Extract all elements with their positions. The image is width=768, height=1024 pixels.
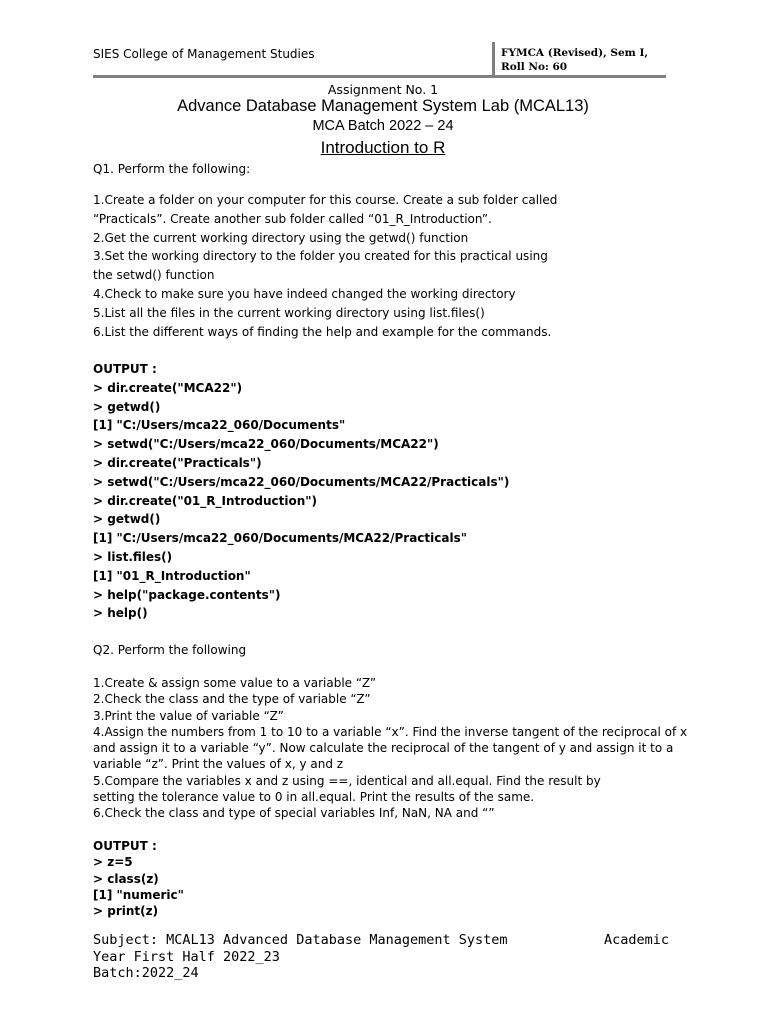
code-line: > dir.create("01_R_Introduction")	[93, 493, 318, 508]
q2-task: 4.Assign the numbers from 1 to 10 to a variable “x”. Find the inverse tangent of the reciprocal of x	[93, 724, 688, 739]
q1-task: 2.Get the current working directory using the getwd() function	[93, 230, 469, 245]
code-line: > getwd()	[93, 512, 161, 527]
q2-task: 1.Create & assign some value to a variable “Z”	[93, 676, 377, 690]
class-semester: FYMCA (Revised), Sem I,	[501, 47, 649, 59]
code-line: > setwd("C:/Users/mca22_060/Documents/MCA22/Practicals")	[93, 474, 510, 489]
page-footer	[93, 932, 669, 982]
q1-task-list	[93, 191, 673, 341]
code-line: > getwd()	[93, 399, 161, 414]
q1-task: 4.Check to make sure you have indeed changed the working directory	[93, 286, 516, 301]
code-line: [1] "01_R_Introduction"	[93, 568, 251, 583]
q2-task: 5.Compare the variables x and z using ==, identical and all.equal. Find the result by	[93, 773, 601, 788]
code-line: > z=5	[93, 855, 133, 870]
code-line: > print(z)	[93, 904, 159, 919]
q1-heading: Q1. Perform the following:	[93, 162, 251, 176]
topic-title: Introduction to R	[320, 138, 446, 157]
code-line: > setwd("C:/Users/mca22_060/Documents/MCA22")	[93, 437, 439, 452]
output-label: OUTPUT :	[93, 362, 157, 376]
code-line: > class(z)	[93, 871, 159, 886]
q1-task: the setwd() function	[93, 268, 215, 283]
code-line: > help()	[93, 606, 148, 621]
code-line: [1] "C:/Users/mca22_060/Documents/MCA22/Practicals"	[93, 531, 467, 546]
header-rule	[93, 75, 666, 78]
code-line: > dir.create("Practicals")	[93, 455, 262, 470]
header-divider	[492, 42, 495, 76]
q1-task: 3.Set the working directory to the folder you created for this practical using	[93, 249, 548, 264]
footer-academic: Academic	[603, 932, 669, 948]
class-info	[501, 46, 648, 74]
code-line: [1] "numeric"	[93, 887, 184, 902]
assignment-number: Assignment No. 1	[327, 82, 439, 97]
q2-task: 2.Check the class and the type of variable “Z”	[93, 692, 371, 707]
q2-output-block	[93, 838, 673, 919]
footer-batch: Batch:2022_24	[93, 965, 199, 981]
code-line: > help("package.contents")	[93, 587, 281, 602]
college-name: SIES College of Management Studies	[93, 47, 315, 61]
footer-subject: Subject: MCAL13 Advanced Database Management System	[93, 932, 508, 948]
q2-task: and assign it to a variable “y”. Now calculate the reciprocal of the tangent of y and assign it to a	[93, 741, 674, 756]
q1-task: 1.Create a folder on your computer for this course. Create a sub folder called	[93, 193, 558, 207]
q1-output-block	[93, 360, 673, 623]
batch-title: MCA Batch 2022 – 24	[312, 118, 454, 134]
code-line: > dir.create("MCA22")	[93, 380, 243, 395]
q2-task: variable “z”. Print the values of x, y and z	[93, 757, 344, 772]
q2-task: 6.Check the class and type of special variables Inf, NaN, NA and “”	[93, 806, 495, 821]
roll-number: Roll No: 60	[501, 61, 568, 73]
code-line: > list.files()	[93, 549, 173, 564]
footer-year: Year First Half 2022_23	[93, 948, 280, 965]
output-label: OUTPUT :	[93, 839, 157, 853]
course-title: Advance Database Management System Lab (MCAL13)	[177, 97, 589, 115]
q1-task: “Practicals”. Create another sub folder called “01_R_Introduction”.	[93, 211, 492, 226]
q1-task: 5.List all the files in the current working directory using list.files()	[93, 305, 485, 320]
q2-task: setting the tolerance value to 0 in all.equal. Print the results of the same.	[93, 790, 535, 805]
code-line: [1] "C:/Users/mca22_060/Documents"	[93, 418, 346, 433]
q2-task: 3.Print the value of variable “Z”	[93, 708, 284, 723]
q2-task-list	[93, 675, 688, 822]
q2-heading: Q2. Perform the following	[93, 643, 247, 657]
q1-task: 6.List the different ways of finding the help and example for the commands.	[93, 324, 552, 339]
